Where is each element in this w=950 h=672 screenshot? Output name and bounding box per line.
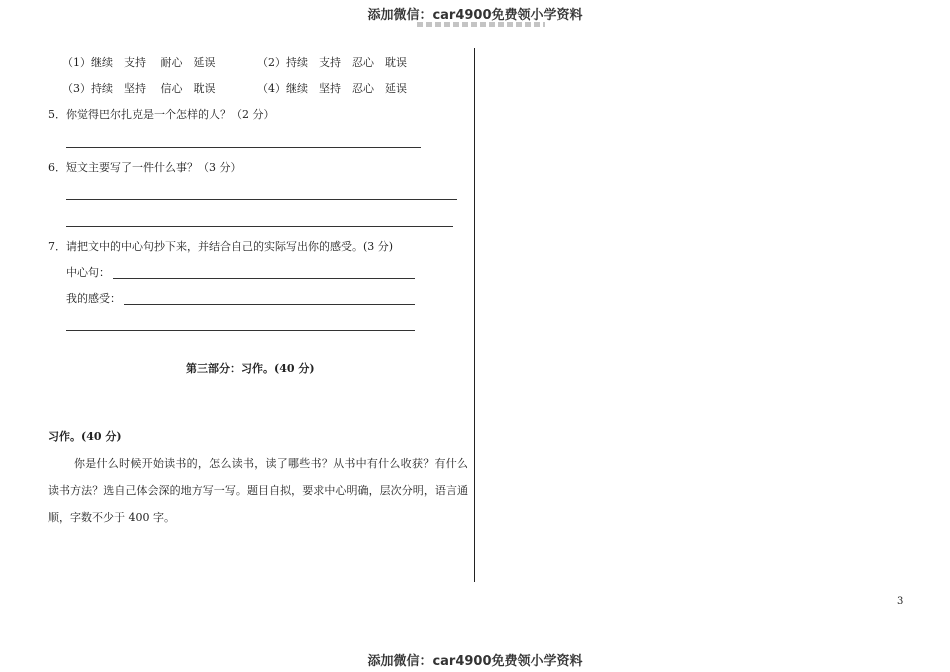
feeling-label: 我的感受： <box>66 292 121 305</box>
question-7: 7．请把文中的中心句抄下来，并结合自己的实际写出你的感受。(3 分) <box>48 240 394 253</box>
watermark-top: 添加微信：car4900免费领小学资料 <box>367 8 583 23</box>
option-1: （1）继续 支持 耐心 延误 <box>62 56 216 69</box>
answer-line-q6-1 <box>66 199 457 200</box>
answer-line-feeling-2 <box>66 330 415 331</box>
column-divider <box>474 48 475 582</box>
center-sentence-label: 中心句： <box>66 266 110 279</box>
option-2: （2）持续 支持 忍心 耽误 <box>257 56 407 69</box>
watermark-bottom: 添加微信：car4900免费领小学资料 <box>367 654 583 669</box>
answer-line-feeling-1 <box>124 304 415 305</box>
section-3-title: 第三部分：习作。(40 分) <box>186 362 315 375</box>
page-number: 3 <box>897 596 904 607</box>
composition-heading: 习作。(40 分) <box>48 430 122 443</box>
question-6: 6．短文主要写了一件什么事？（3 分） <box>48 161 242 174</box>
scan-artifact <box>417 22 545 27</box>
option-4: （4）继续 坚持 忍心 延误 <box>257 82 407 95</box>
composition-prompt: 你是什么时候开始读书的，怎么读书，读了哪些书？从书中有什么收获？有什么读书方法？选自己体会深的地方写一写。题目自拟，要求中心明确，层次分明，语言通顺，字数不少于 400 字。 <box>48 457 468 524</box>
answer-line-q6-2 <box>66 226 453 227</box>
question-5: 5．你觉得巴尔扎克是一个怎样的人？（2 分） <box>48 108 275 121</box>
option-3: （3）持续 坚持 信心 耽误 <box>62 82 216 95</box>
answer-line-q5 <box>66 147 421 148</box>
answer-line-center-sentence <box>113 278 415 279</box>
